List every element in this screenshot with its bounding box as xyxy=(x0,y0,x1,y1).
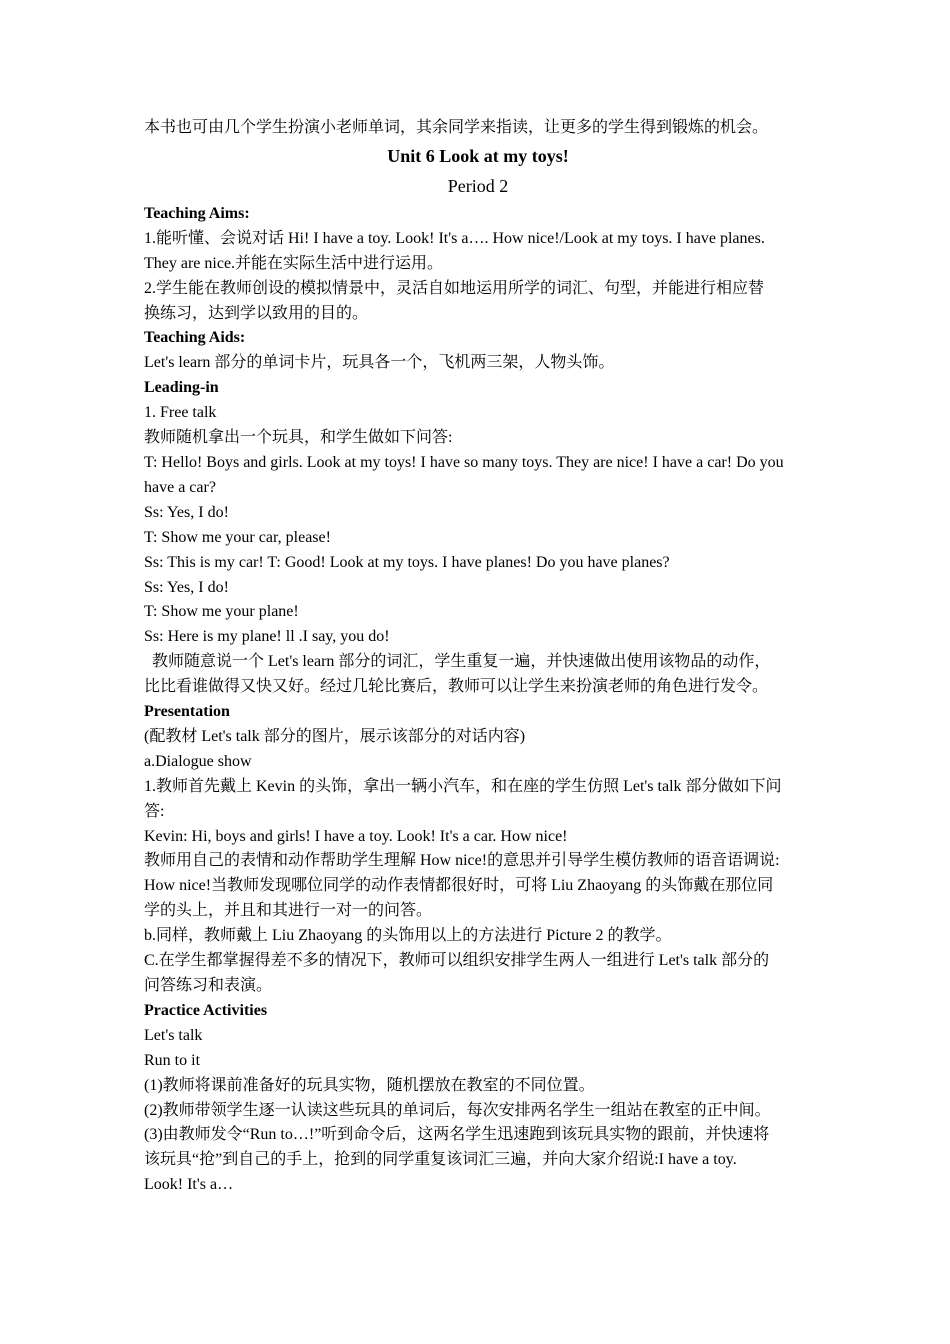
practice-line: (2)教师带领学生逐一认读这些玩具的单词后，每次安排两名学生一组站在教室的正中间。 xyxy=(144,1101,771,1119)
leading-line: 教师随机拿出一个玩具，和学生做如下问答: xyxy=(144,429,453,447)
presentation-line: 教师用自己的表情和动作帮助学生理解 How nice!的意思并引导学生模仿教师的语音语调说: xyxy=(144,852,780,870)
leading-paragraph-line: 比比看谁做得又快又好。经过几轮比赛后，教师可以让学生来扮演老师的角色进行发令。 xyxy=(144,678,769,696)
presentation-line: 问答练习和表演。 xyxy=(144,977,273,994)
teaching-aids-heading: Teaching Aids: xyxy=(144,329,246,347)
leading-line: T: Show me your plane! xyxy=(144,603,299,621)
unit-title: Unit 6 Look at my toys! xyxy=(387,145,569,166)
practice-line: (3)由教师发令“Run to…!”听到命令后，这两名学生迅速跑到该玩具实物的跟前，并快速将 xyxy=(144,1126,770,1144)
practice-activities-heading: Practice Activities xyxy=(144,1001,268,1019)
teaching-aims-heading: Teaching Aims: xyxy=(144,204,250,222)
presentation-line: C.在学生都掌握得差不多的情况下，教师可以组织安排学生两人一组进行 Let's talk 部分的 xyxy=(144,952,770,970)
presentation-line: (配教材 Let's talk 部分的图片，展示该部分的对话内容) xyxy=(144,727,526,745)
leading-line: Ss: Yes, I do! xyxy=(144,503,229,521)
presentation-line: a.Dialogue show xyxy=(144,752,252,770)
leading-in-heading: Leading-in xyxy=(144,379,219,397)
leading-paragraph-line: 教师随意说一个 Let's learn 部分的词汇，学生重复一遍，并快速做出使用该物品的动作， xyxy=(152,653,771,671)
leading-line: Ss: Here is my plane! ll .I say, you do! xyxy=(144,628,390,646)
presentation-line: 答: xyxy=(144,802,165,820)
practice-line: Run to it xyxy=(144,1051,201,1069)
presentation-heading: Presentation xyxy=(144,703,230,721)
practice-line: Look! It's a… xyxy=(144,1176,234,1194)
leading-line: T: Show me your car, please! xyxy=(144,528,331,546)
presentation-line: Kevin: Hi, boys and girls! I have a toy. Look! It's a car. How nice! xyxy=(144,827,568,845)
practice-line: 该玩具“抢”到自己的手上，抢到的同学重复该词汇三遍，并向大家介绍说:I have a toy. xyxy=(144,1151,737,1169)
leading-line: Ss: This is my car! T: Good! Look at my toys. I have planes! Do you have planes? xyxy=(144,553,670,571)
aims-line: 1.能听懂、会说对话 Hi! I have a toy. Look! It's a…. How nice!/Look at my toys. I have planes. xyxy=(144,229,765,247)
presentation-line: How nice!当教师发现哪位同学的动作表情都很好时，可将 Liu Zhaoyang 的头饰戴在那位同 xyxy=(144,877,774,895)
presentation-line: b.同样，教师戴上 Liu Zhaoyang 的头饰用以上的方法进行 Picture 2 的教学。 xyxy=(144,927,672,945)
practice-line: Let's talk xyxy=(144,1026,203,1044)
practice-line: (1)教师将课前准备好的玩具实物，随机摆放在教室的不同位置。 xyxy=(144,1076,595,1094)
leading-line: Ss: Yes, I do! xyxy=(144,578,229,596)
document-page xyxy=(144,116,812,1198)
intro-line: 本书也可由几个学生扮演小老师单词，其余同学来指读，让更多的学生得到锻炼的机会。 xyxy=(144,119,769,136)
aims-line: 2.学生能在教师创设的模拟情景中，灵活自如地运用所学的词汇、句型，并能进行相应替 xyxy=(144,279,765,297)
period-title: Period 2 xyxy=(447,175,509,196)
presentation-line: 学的头上，并且和其进行一对一的问答。 xyxy=(144,902,433,920)
leading-line: 1. Free talk xyxy=(144,404,217,422)
aids-line: Let's learn 部分的单词卡片，玩具各一个，飞机两三架，人物头饰。 xyxy=(144,354,615,372)
aims-line: They are nice.并能在实际生活中进行运用。 xyxy=(144,254,444,272)
leading-line: have a car? xyxy=(144,478,216,496)
presentation-line: 1.教师首先戴上 Kevin 的头饰，拿出一辆小汽车，和在座的学生仿照 Let's talk 部分做如下问 xyxy=(144,777,782,795)
aims-line: 换练习，达到学以致用的目的。 xyxy=(144,304,369,322)
leading-line: T: Hello! Boys and girls. Look at my toys! I have so many toys. They are nice! I have a car! Do you xyxy=(144,453,784,471)
